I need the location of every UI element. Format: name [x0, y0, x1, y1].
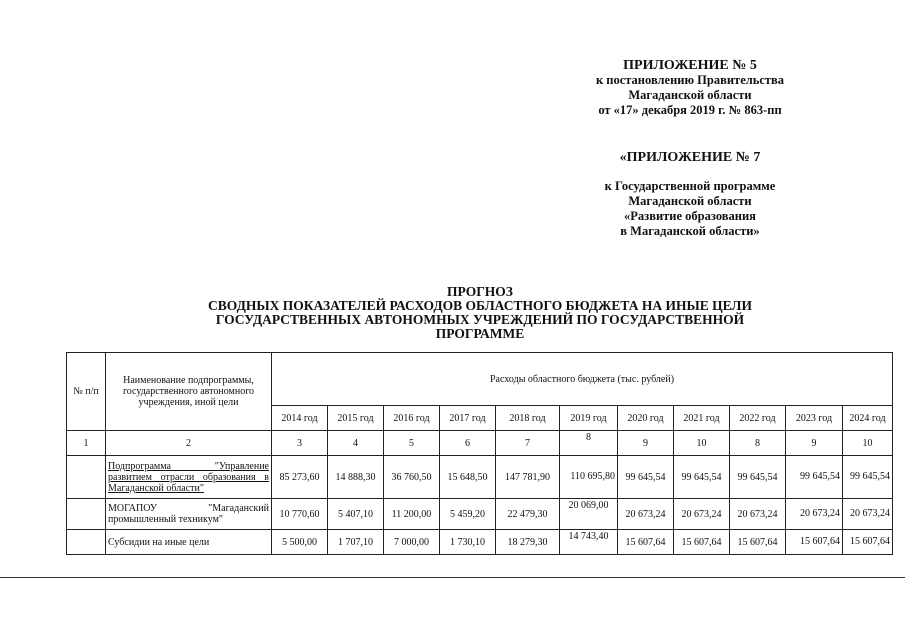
col-number: 9: [786, 431, 843, 456]
appendix-7-header: [540, 150, 840, 239]
year-header: 2015 год: [328, 406, 384, 431]
value-cell: 22 479,30: [496, 499, 560, 530]
value-cell: 14 743,40: [560, 530, 618, 555]
appendix-5-title: ПРИЛОЖЕНИЕ № 5: [623, 58, 757, 73]
value-cell: 15 607,64: [618, 530, 674, 555]
row-name-institution: МОГАПОУ "Магаданский промышленный техникум": [106, 499, 272, 530]
col-header-number: № п/п: [67, 353, 106, 431]
value-cell: 20 069,00: [560, 499, 618, 530]
value-cell: 10 770,60: [272, 499, 328, 530]
table-row: [67, 530, 893, 555]
appendix-5-header: [540, 58, 840, 118]
year-header: 2018 год: [496, 406, 560, 431]
value-cell: 99 645,54: [674, 456, 730, 499]
value-cell: 99 645,54: [730, 456, 786, 499]
appendix-7-line4: «Развитие образования: [624, 209, 756, 223]
col-number: 2: [106, 431, 272, 456]
value-cell: 5 407,10: [328, 499, 384, 530]
value-cell: 1 707,10: [328, 530, 384, 555]
row-name-subprogram: Подпрограмма "Управление развитием отрасли образования в Магаданской области": [106, 456, 272, 499]
appendix-5-line3: Магаданской области: [628, 88, 752, 102]
value-cell: 18 279,30: [496, 530, 560, 555]
appendix-5-line4: от «17» декабря 2019 г. № 863-пп: [598, 103, 782, 117]
budget-table: [66, 352, 893, 555]
year-header: 2017 год: [440, 406, 496, 431]
row-name-subsidy: Субсидии на иные цели: [106, 530, 272, 555]
value-cell: 5 459,20: [440, 499, 496, 530]
col-number: 9: [618, 431, 674, 456]
year-header: 2020 год: [618, 406, 674, 431]
table-row: [67, 456, 893, 499]
value-cell: 15 607,64: [843, 530, 893, 555]
appendix-7-line5: в Магаданской области»: [620, 224, 760, 238]
year-header: 2021 год: [674, 406, 730, 431]
row-number: [67, 456, 106, 499]
value-cell: 36 760,50: [384, 456, 440, 499]
value-cell: 5 500,00: [272, 530, 328, 555]
value-cell: 15 607,64: [730, 530, 786, 555]
title-line1: ПРОГНОЗ: [447, 284, 513, 299]
col-number: 7: [496, 431, 560, 456]
value-cell: 85 273,60: [272, 456, 328, 499]
value-cell: 110 695,80: [560, 456, 618, 499]
year-header: 2019 год: [560, 406, 618, 431]
appendix-5-line2: к постановлению Правительства: [595, 73, 785, 87]
value-cell: 20 673,24: [674, 499, 730, 530]
title-line2: СВОДНЫХ ПОКАЗАТЕЛЕЙ РАСХОДОВ ОБЛАСТНОГО БЮДЖЕТА НА ИНЫЕ ЦЕЛИ: [208, 298, 752, 313]
value-cell: 99 645,54: [786, 456, 843, 499]
appendix-7-line2: к Государственной программе: [604, 179, 776, 193]
col-number: 6: [440, 431, 496, 456]
col-number: 8: [560, 431, 618, 456]
title-line4: ПРОГРАММЕ: [435, 326, 525, 341]
value-cell: 1 730,10: [440, 530, 496, 555]
value-cell: 99 645,54: [843, 456, 893, 499]
row-number: [67, 499, 106, 530]
page-divider: [0, 577, 905, 578]
row-number: [67, 530, 106, 555]
col-number: 1: [67, 431, 106, 456]
col-number: 8: [730, 431, 786, 456]
value-cell: 20 673,24: [786, 499, 843, 530]
document-title: [120, 285, 840, 341]
appendix-7-line3: Магаданской области: [628, 194, 752, 208]
year-header: 2022 год: [730, 406, 786, 431]
value-cell: 11 200,00: [384, 499, 440, 530]
value-cell: 147 781,90: [496, 456, 560, 499]
table-row: [67, 499, 893, 530]
year-header: 2024 год: [843, 406, 893, 431]
col-number: 4: [328, 431, 384, 456]
value-cell: 20 673,24: [730, 499, 786, 530]
value-cell: 7 000,00: [384, 530, 440, 555]
value-cell: 99 645,54: [618, 456, 674, 499]
value-cell: 14 888,30: [328, 456, 384, 499]
year-header: 2014 год: [272, 406, 328, 431]
title-line3: ГОСУДАРСТВЕННЫХ АВТОНОМНЫХ УЧРЕЖДЕНИЙ ПО ГОСУДАРСТВЕННОЙ: [215, 312, 745, 327]
col-number: 5: [384, 431, 440, 456]
appendix-7-title: «ПРИЛОЖЕНИЕ № 7: [619, 150, 761, 165]
col-number: 10: [674, 431, 730, 456]
col-number: 10: [843, 431, 893, 456]
col-header-expenses: Расходы областного бюджета (тыс. рублей): [272, 353, 893, 406]
year-header: 2023 год: [786, 406, 843, 431]
value-cell: 15 607,64: [674, 530, 730, 555]
value-cell: 20 673,24: [843, 499, 893, 530]
year-header: 2016 год: [384, 406, 440, 431]
value-cell: 20 673,24: [618, 499, 674, 530]
value-cell: 15 648,50: [440, 456, 496, 499]
col-header-name: Наименование подпрограммы, государственного автономного учреждения, иной цели: [106, 353, 272, 431]
col-number: 3: [272, 431, 328, 456]
value-cell: 15 607,64: [786, 530, 843, 555]
